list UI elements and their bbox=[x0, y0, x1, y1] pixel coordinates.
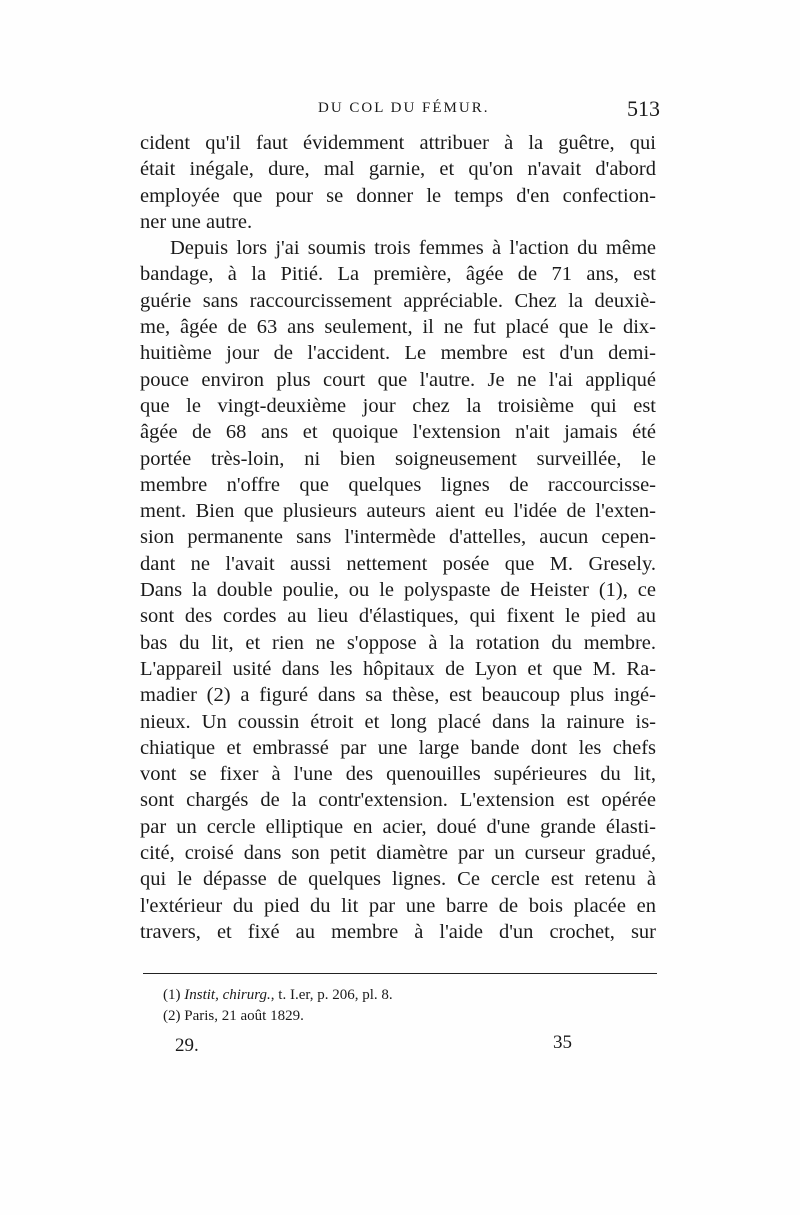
text-line: Dans la double poulie, ou le polyspaste de Heister (1), ce bbox=[140, 579, 656, 602]
text-line: me, âgée de 63 ans seulement, il ne fut placé que le dix- bbox=[140, 316, 656, 339]
page-number: 513 bbox=[627, 96, 660, 121]
text-line: pouce environ plus court que l'autre. Je ne l'ai appliqué bbox=[140, 368, 656, 391]
text-line: huitième jour de l'accident. Le membre est d'un demi- bbox=[140, 342, 656, 365]
text-line: vont se fixer à l'une des quenouilles supérieures du lit, bbox=[140, 763, 656, 786]
text-line: L'appareil usité dans les hôpitaux de Lyon et que M. Ra- bbox=[140, 657, 656, 680]
text-line: cident qu'il faut évidemment attribuer à la guêtre, qui bbox=[140, 132, 656, 154]
text-line: bas du lit, et rien ne s'oppose à la rotation du membre. bbox=[140, 631, 656, 654]
running-title: DU COL DU FÉMUR. bbox=[318, 100, 490, 116]
text-line: l'extérieur du pied du lit par une barre de bois placée en bbox=[140, 894, 656, 917]
text-line: ment. Bien que plusieurs auteurs aient eu l'idée de l'exten- bbox=[140, 500, 656, 523]
text-line: chiatique et embrassé par une large bande dont les chefs bbox=[140, 736, 656, 759]
text-line: sont des cordes au lieu d'élastiques, qui fixent le pied au bbox=[140, 605, 656, 628]
text-line: employée que pour se donner le temps d'en confection- bbox=[140, 184, 656, 207]
sheet-number: 35 bbox=[553, 1032, 572, 1053]
text-line: ner une autre. bbox=[140, 210, 253, 233]
footnote-2: (2) Paris, 21 août 1829. bbox=[163, 1008, 304, 1024]
text-line: cité, croisé dans son petit diamètre par un curseur gradué, bbox=[140, 842, 656, 865]
text-line: travers, et fixé au membre à l'aide d'un crochet, sur bbox=[140, 920, 656, 943]
footnote-1 bbox=[163, 985, 633, 1006]
text-line: était inégale, dure, mal garnie, et qu'on n'avait d'abord bbox=[140, 158, 656, 181]
text-line: nieux. Un coussin étroit et long placé dans la rainure is- bbox=[140, 710, 656, 733]
signature-mark: 29. bbox=[175, 1035, 199, 1056]
text-line: qui le dépasse de quelques lignes. Ce cercle est retenu à bbox=[140, 868, 656, 891]
body-text bbox=[140, 130, 656, 945]
text-line: Depuis lors j'ai soumis trois femmes à l'action du même bbox=[170, 237, 656, 260]
running-head bbox=[140, 96, 660, 130]
text-line: dant ne l'avait aussi nettement posée que M. Gresely. bbox=[140, 552, 656, 575]
text-line: bandage, à la Pitié. La première, âgée de 71 ans, est bbox=[140, 263, 656, 286]
footnote-1-rest: , t. I.er, p. 206, pl. 8. bbox=[270, 987, 393, 1003]
text-line: par un cercle elliptique en acier, doué d'une grande élasti- bbox=[140, 815, 656, 838]
text-line: guérie sans raccourcissement appréciable. Chez la deuxiè- bbox=[140, 289, 656, 312]
footnotes bbox=[163, 985, 633, 1027]
footnote-rule bbox=[143, 973, 657, 974]
text-line: âgée de 68 ans et quoique l'extension n'ait jamais été bbox=[140, 421, 656, 444]
text-line: madier (2) a figuré dans sa thèse, est beaucoup plus ingé- bbox=[140, 684, 656, 707]
text-line: membre n'offre que quelques lignes de raccourcisse- bbox=[140, 473, 656, 496]
text-line: que le vingt-deuxième jour chez la troisième qui est bbox=[140, 394, 656, 417]
footnote-1-marker: (1) bbox=[163, 987, 181, 1003]
text-line: sont chargés de la contr'extension. L'extension est opérée bbox=[140, 789, 656, 812]
text-line: sion permanente sans l'intermède d'attelles, aucun cepen- bbox=[140, 526, 656, 549]
footnote-1-title: Instit, chirurg. bbox=[184, 987, 271, 1003]
text-line: portée très-loin, ni bien soigneusement surveillée, le bbox=[140, 447, 656, 470]
